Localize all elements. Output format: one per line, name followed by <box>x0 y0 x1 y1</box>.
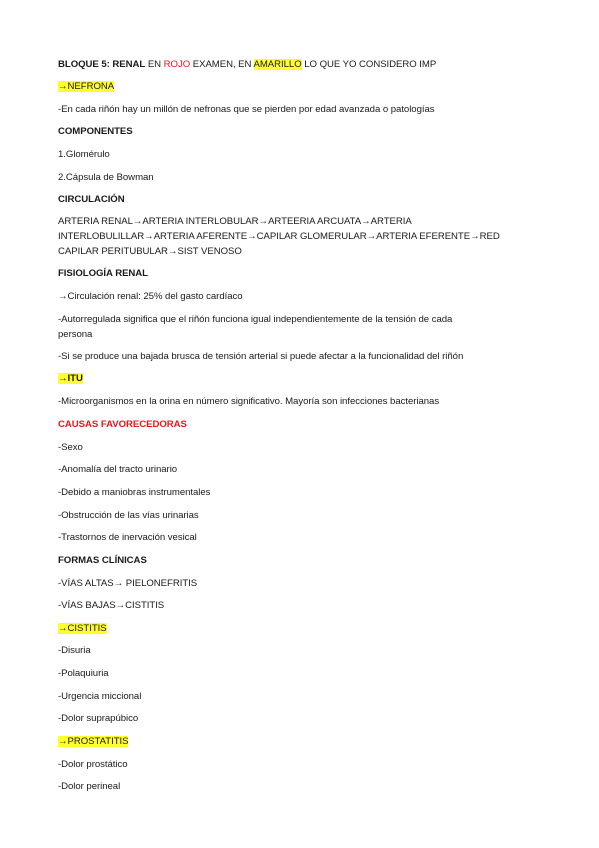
list-item: -Dolor perineal <box>58 781 121 792</box>
nefrona-highlight <box>58 81 114 92</box>
list-item: -Si se produce una bajada brusca de tensión arterial si puede afectar a la funcionalidad del riñón <box>58 351 464 362</box>
list-item: -Dolor suprapúbico <box>58 713 139 724</box>
list-item: →Circulación renal: 25% del gasto cardíaco <box>58 291 243 302</box>
list-item: -Sexo <box>58 442 83 453</box>
document-title <box>58 57 436 72</box>
prostatitis-heading-text: PROSTATITIS <box>67 736 129 747</box>
list-item: -Urgencia miccional <box>58 691 142 702</box>
title-red-word: ROJO <box>163 59 191 70</box>
itu-text: -Microorganismos en la orina en número significativo. Mayoría son infecciones bacterianas <box>58 396 440 407</box>
title-bloque: BLOQUE 5: RENAL <box>58 59 146 70</box>
circulacion-line: INTERLOBULILLAR→ARTERIA AFERENTE→CAPILAR GLOMERULAR→ARTERIA EFERENTE→RED <box>58 231 500 242</box>
list-item: -Obstrucción de las vías urinarias <box>58 510 199 521</box>
title-yellow-word: AMARILLO <box>253 59 302 70</box>
section-heading-circulacion: CIRCULACIÓN <box>58 194 125 205</box>
prostatitis-highlight <box>58 736 128 747</box>
nefrona-text: -En cada riñón hay un millón de nefronas que se pierden por edad avanzada o patologías <box>58 104 435 115</box>
list-item: -VÍAS ALTAS→ PIELONEFRITIS <box>58 578 198 589</box>
section-heading-nefrona <box>58 79 114 94</box>
list-item: -Trastornos de inervación vesical <box>58 532 197 543</box>
list-item: 1.Glomérulo <box>58 149 110 160</box>
list-item-continuation: persona <box>58 329 93 340</box>
list-item: -Disuria <box>58 645 91 656</box>
section-heading-prostatitis <box>58 734 128 749</box>
title-text: EN <box>145 59 164 70</box>
list-item: -Polaquiuria <box>58 668 109 679</box>
list-item: -Dolor prostático <box>58 759 128 770</box>
section-heading-fisiologia: FISIOLOGÍA RENAL <box>58 268 148 279</box>
arrow-icon: → <box>58 373 68 384</box>
section-heading-cistitis <box>58 621 107 636</box>
list-item: -Autorregulada significa que el riñón funciona igual independientemente de la tensión de cada <box>58 314 453 325</box>
itu-highlight <box>58 373 83 384</box>
cistitis-heading-text: CISTITIS <box>67 623 107 634</box>
arrow-icon: → <box>58 736 68 747</box>
cistitis-highlight <box>58 623 107 634</box>
arrow-icon: → <box>58 81 68 92</box>
list-item: -Anomalía del tracto urinario <box>58 464 178 475</box>
section-heading-causas: CAUSAS FAVORECEDORAS <box>58 419 187 430</box>
circulacion-line: ARTERIA RENAL→ARTERIA INTERLOBULAR→ARTEERIA ARCUATA→ARTERIA <box>58 216 412 227</box>
section-heading-itu <box>58 371 83 386</box>
list-item: -Debido a maniobras instrumentales <box>58 487 211 498</box>
section-heading-componentes: COMPONENTES <box>58 126 133 137</box>
circulacion-line: CAPILAR PERITUBULAR→SIST VENOSO <box>58 246 242 257</box>
nefrona-heading-text: NEFRONA <box>67 81 115 92</box>
list-item: -VÍAS BAJAS→CISTITIS <box>58 600 165 611</box>
section-heading-formas: FORMAS CLÍNICAS <box>58 555 147 566</box>
title-text: LO QUE YO CONSIDERO IMP <box>301 59 437 70</box>
list-item: 2.Cápsula de Bowman <box>58 172 154 183</box>
arrow-icon: → <box>58 623 68 634</box>
title-text: EXAMEN, EN <box>190 59 254 70</box>
itu-heading-text: ITU <box>67 373 83 384</box>
